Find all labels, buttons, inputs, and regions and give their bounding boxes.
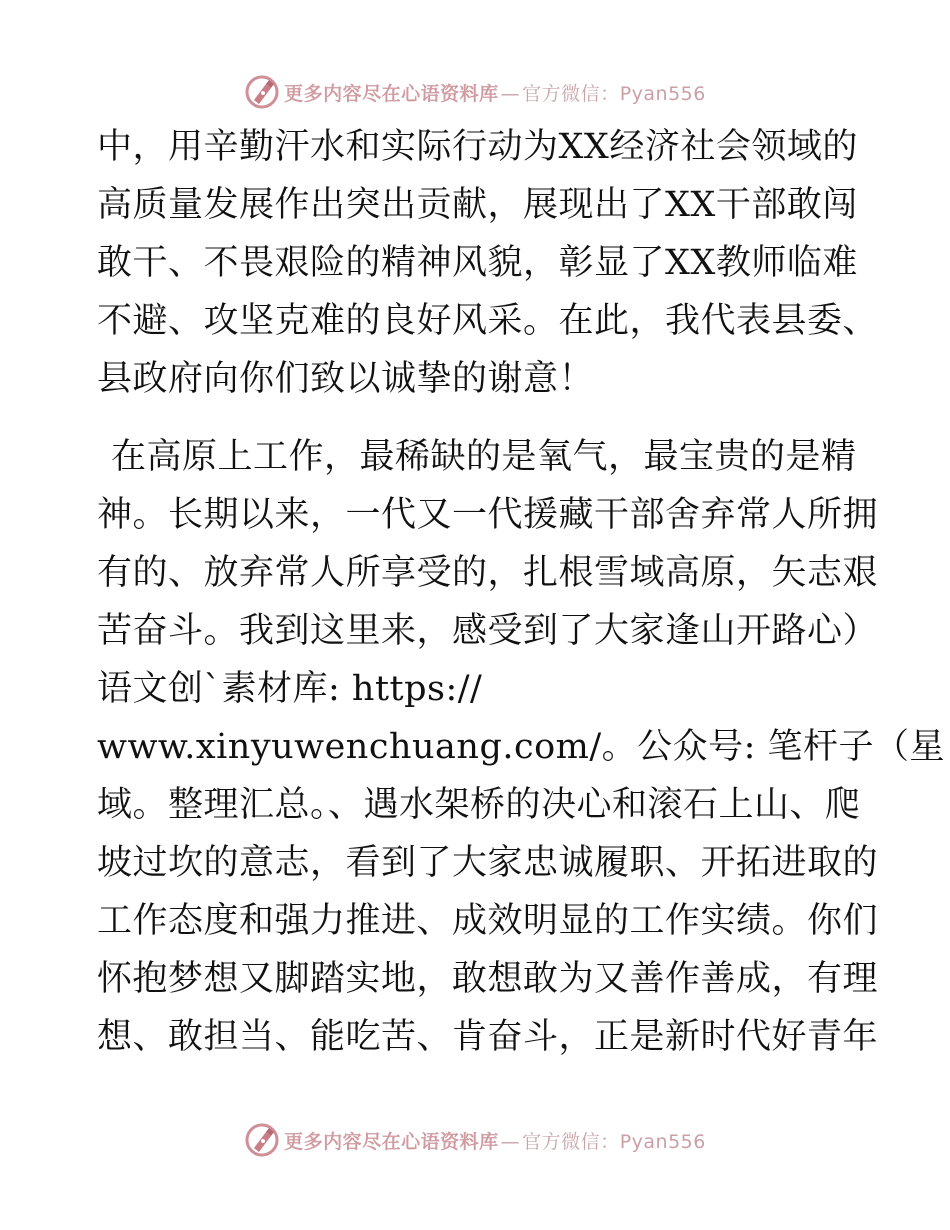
text-line: 苦奋斗。我到这里来，感受到了大家逢山开路心） xyxy=(97,611,879,651)
text-line: 县政府向你们致以诚挚的谢意！ xyxy=(97,359,595,399)
text-line: 敢干、不畏艰险的精神风貌，彰显了XX教师临难 xyxy=(97,243,858,283)
watermark-id: Pyan556 xyxy=(619,1130,706,1153)
paragraph-2 xyxy=(97,428,946,1066)
text-line: 域。整理汇总。、遇水架桥的决心和滚石上山、爬 xyxy=(97,785,861,825)
watermark-dash: — xyxy=(500,82,521,105)
text-line: www.xinyuwenchuang.com/。公众号: 笔杆子（星 xyxy=(97,727,946,767)
text-line: 有的、放弃常人所享受的，扎根雪域高原，矢志艰 xyxy=(97,553,879,593)
watermark-dash: — xyxy=(500,1130,521,1153)
footer-watermark xyxy=(0,1120,950,1160)
text-line: 坡过坎的意志，看到了大家忠诚履职、开拓进取的 xyxy=(97,843,879,883)
watermark-id: Pyan556 xyxy=(619,82,706,105)
text-line: 不避、攻坚克难的良好风采。在此，我代表县委、 xyxy=(97,301,879,341)
text-line: 高质量发展作出突出贡献，展现出了XX干部敢闯 xyxy=(97,185,858,225)
watermark-text xyxy=(284,79,706,106)
watermark-main: 更多内容尽在心语资料库 xyxy=(284,1130,499,1153)
text-line: 工作态度和强力推进、成效明显的工作实绩。你们 xyxy=(97,901,879,941)
text-line: 神。长期以来，一代又一代援藏干部舍弃常人所拥 xyxy=(97,495,879,535)
header-watermark xyxy=(0,72,950,112)
watermark-sub: 官方微信： xyxy=(522,82,620,105)
pen-nib-logo-icon xyxy=(244,74,280,110)
document-body xyxy=(97,118,946,1066)
watermark-main: 更多内容尽在心语资料库 xyxy=(284,82,499,105)
text-line: 语文创`素材库: https:// xyxy=(97,669,483,709)
watermark-sub: 官方微信： xyxy=(522,1130,620,1153)
watermark-text xyxy=(284,1127,706,1154)
text-line: 中，用辛勤汗水和实际行动为XX经济社会领域的 xyxy=(97,127,858,167)
text-line: 想、敢担当、能吃苦、肯奋斗，正是新时代好青年 xyxy=(97,1017,879,1057)
text-line: 在高原上工作，最稀缺的是氧气，最宝贵的是精 xyxy=(111,437,857,477)
paragraph-gap xyxy=(97,408,857,428)
pen-nib-logo-icon xyxy=(244,1122,280,1158)
paragraph-1 xyxy=(97,118,879,408)
text-line: 怀抱梦想又脚踏实地，敢想敢为又善作善成，有理 xyxy=(97,959,879,999)
